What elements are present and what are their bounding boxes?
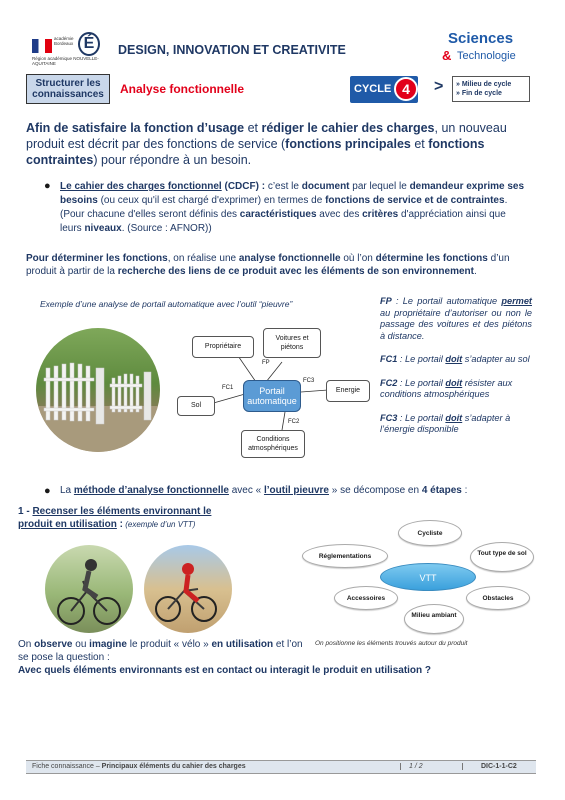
fc2-verb: doit — [445, 377, 463, 388]
fc2-text — [380, 378, 532, 401]
para-text: d’un produit à partir de la — [26, 253, 510, 277]
cycle-info-milieu: » Milieu de cycle — [456, 81, 512, 88]
region-name: Région académique NOUVELLE-AQUITAINE — [32, 56, 99, 66]
step1-num: 1 - — [18, 506, 33, 517]
node-energie: Energie — [326, 380, 370, 402]
methode-term: méthode d’analyse fonctionnelle — [73, 485, 229, 496]
cyclist-photo-1 — [45, 545, 133, 633]
methode-text: » se décompose en — [328, 485, 422, 496]
fp-text-part: au propriétaire d’autoriser ou non le passage des voitures et des piétons à distance. — [380, 307, 532, 341]
logo-ampersand: & — [442, 48, 452, 63]
methode-text: 4 étapes — [421, 485, 462, 496]
cdcf-text: d'appréciation ainsi que leurs — [60, 209, 506, 234]
methode-bullet — [60, 485, 540, 496]
example-caption: Exemple d’une analyse de portail automatique avec l’outil “pieuvre” — [40, 299, 293, 309]
observe-text: en utilisation — [211, 639, 274, 650]
para-text: analyse fonctionnelle — [238, 253, 341, 264]
observe-text: et l’on se pose la question : — [18, 639, 303, 663]
para-text: . — [473, 266, 477, 277]
academie-e-logo-icon: É — [78, 32, 100, 56]
fc3-text-part: : Le portail — [397, 412, 446, 423]
vtt-node-center: VTT — [380, 563, 476, 591]
para-text: Pour déterminer les fonctions — [26, 253, 168, 264]
bullet-icon: ● — [44, 485, 51, 497]
cdcf-text: (CDCF) : — [221, 181, 266, 192]
fc3-term: FC3 — [380, 412, 398, 423]
functions-list — [380, 296, 532, 448]
step1-heading — [18, 505, 248, 531]
vtt-node-reglementations: Réglementations — [302, 544, 388, 568]
node-conditions: Conditions atmosphériques — [241, 430, 305, 458]
fc2-text-part: : Le portail — [397, 377, 446, 388]
intro-text: et — [244, 121, 262, 135]
cdcf-text: avec des — [316, 209, 363, 220]
node-portail-center: Portail automatique — [243, 380, 301, 412]
sciences-technologie-logo — [440, 30, 530, 66]
page-title: DESIGN, INNOVATION ET CREATIVITE — [118, 43, 346, 57]
page-footer — [26, 760, 536, 774]
intro-paragraph — [26, 120, 536, 168]
fc1-term: FC1 — [380, 354, 398, 364]
logo-sciences-text: Sciences — [448, 30, 514, 47]
methode-text: avec « — [228, 485, 264, 496]
cdcf-text: niveaux — [84, 223, 122, 234]
marianne-flag-icon — [32, 39, 52, 53]
para-text: où l’on — [340, 253, 376, 264]
intro-text: fonctions contraintes — [26, 137, 485, 167]
observe-text: On — [18, 639, 35, 650]
intro-text: Afin de satisfaire la fonction d’usage — [26, 121, 245, 135]
cdcf-text: par lequel le — [349, 181, 410, 192]
structurer-box: Structurer les connaissances — [26, 74, 110, 104]
fc3-text-part: s’adapter à l’énergie disponible — [380, 412, 511, 434]
footer-text: Fiche connaissance – — [32, 763, 102, 770]
cyclist-photo-2 — [144, 545, 232, 633]
vtt-node-obstacles: Obstacles — [466, 586, 530, 610]
observe-text: ou — [72, 639, 90, 650]
cdcf-text: . (Pour chacune d'elles seront définis des — [60, 195, 508, 220]
fc3-text — [380, 413, 532, 436]
label-fp: FP — [262, 360, 270, 366]
footer-label — [32, 763, 246, 770]
intro-text: et — [410, 137, 429, 151]
logo-technologie-text: Technologie — [457, 50, 516, 62]
fc1-text-part: s’adapter au sol — [462, 354, 530, 364]
fc2-text-part: résister aux conditions atmosphériques — [380, 377, 513, 399]
fp-term: FP — [380, 296, 392, 306]
cdcf-text: (ou ceux qu'il est chargé d'exprimer) en termes de — [97, 195, 326, 206]
label-fc1: FC1 — [222, 385, 234, 391]
methode-term: l’outil pieuvre — [263, 485, 329, 496]
label-fc3: FC3 — [303, 378, 315, 384]
observe-paragraph — [18, 638, 308, 664]
fc3-verb: doit — [445, 412, 463, 423]
fc1-text-part: : Le portail — [397, 354, 446, 364]
cdcf-text: fonctions de service et de contraintes — [325, 195, 505, 206]
cdcf-text: critères — [362, 209, 399, 220]
cdcf-text: demandeur exprime ses besoins — [60, 181, 525, 206]
step1-text: : — [116, 519, 123, 530]
cdcf-text: c’est le — [265, 181, 302, 192]
page-number: 1 / 2 — [400, 763, 423, 770]
vtt-node-cycliste: Cycliste — [398, 520, 462, 546]
node-proprietaire: Propriétaire — [192, 336, 254, 358]
step1-example: (exemple d’un VTT) — [123, 520, 196, 529]
para-text: , on réalise une — [167, 253, 239, 264]
key-question: Avec quels éléments environnants est en contact ou interagit le produit en utilisation ? — [18, 665, 432, 676]
document-code: DIC-1-1-C2 — [462, 763, 517, 770]
para-text: détermine les fonctions — [375, 253, 488, 264]
cdcf-term: Le cahier des charges fonctionnel — [60, 181, 222, 192]
cycle-info-box — [452, 76, 530, 102]
node-voitures-pietons: Voitures et piétons — [263, 328, 321, 358]
para-text: recherche des liens de ce produit avec les éléments de son environnement — [117, 266, 474, 277]
node-sol: Sol — [177, 396, 215, 416]
fp-verb: permet — [501, 296, 532, 306]
section-title: Analyse fonctionnelle — [120, 82, 245, 96]
observe-text: imagine — [89, 639, 127, 650]
vtt-node-tout-type-sol: Tout type de sol — [470, 542, 534, 572]
intro-text: rédiger le cahier des charges — [261, 121, 435, 135]
intro-text: ) pour répondre à un besoin. — [93, 153, 252, 167]
methode-text: : — [461, 485, 468, 496]
vtt-caption: On positionne les éléments trouvés autour du produit — [315, 640, 468, 647]
cycle-number: 4 — [394, 77, 418, 101]
cdcf-text: caractéristiques — [239, 209, 317, 220]
fc1-verb: doit — [445, 354, 463, 364]
fonctions-paragraph — [26, 252, 534, 278]
academie-name: académie Bordeaux — [54, 36, 74, 46]
bullet-icon: ● — [44, 180, 51, 192]
gate-photo — [36, 328, 160, 452]
cdcf-text: document — [301, 181, 350, 192]
fp-text-part: : Le portail automatique — [391, 296, 502, 306]
fc1-text — [380, 354, 532, 366]
fp-text — [380, 296, 532, 342]
vtt-node-milieu-ambiant: Milieu ambiant — [404, 604, 464, 634]
arrow-right-icon: > — [434, 78, 444, 95]
step1-title: Recenser les éléments environnant le produit en utilisation — [18, 506, 212, 530]
cycle-info-fin: » Fin de cycle — [456, 90, 502, 97]
cdcf-text: . (Source : AFNOR)) — [121, 223, 212, 234]
observe-text: observe — [34, 639, 73, 650]
academie-logo — [32, 36, 110, 68]
cycle-label: CYCLE — [354, 83, 392, 95]
vtt-node-accessoires: Accessoires — [334, 586, 398, 610]
methode-text: La — [60, 485, 74, 496]
label-fc2: FC2 — [288, 419, 300, 425]
cycle-badge — [350, 76, 418, 103]
intro-text: fonctions principales — [285, 137, 411, 151]
fc2-term: FC2 — [380, 377, 398, 388]
intro-text: , un nouveau produit est décrit par des fonctions de service ( — [26, 121, 507, 151]
cdcf-definition — [60, 180, 530, 236]
observe-text: le produit « vélo » — [126, 639, 212, 650]
footer-text: Principaux éléments du cahier des charges — [101, 763, 246, 770]
